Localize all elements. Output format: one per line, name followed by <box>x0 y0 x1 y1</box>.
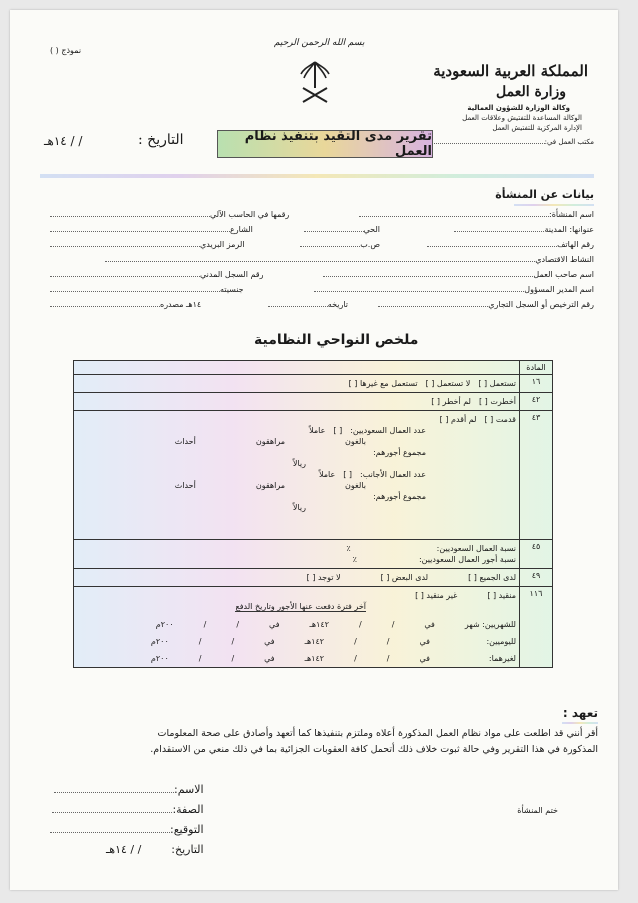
saudi-emblem-icon <box>298 58 332 110</box>
row-16: ١٦ تستعمل [ ] لا تستعمل [ ] تستعمل مع غيرها [ ] <box>74 375 553 393</box>
not-uses-checkbox[interactable]: لا تستعمل [ ] <box>425 379 471 388</box>
row-116: ١١٦ منقيد [ ] غير منقيد [ ] آخر فترة دفعت عنها الأجور وتاريخ الدفع للشهريين: شهر في / / ١٤٢هـ في / / ٢٠٠م لليوميين: في / / ١٤٢هـ في / / ٢٠٠م لغيرهما: في / / ١٤٢هـ في / / ٢٠٠م <box>74 587 553 668</box>
address-city-field[interactable]: عنوانها: المدينة <box>454 225 594 234</box>
pledge-text: أقر أنني قد اطلعت على مواد نظام العمل المذكورة أعلاه وملتزم بتنفيذها كما أتعهد وأصادق على صحة المعلومات المذكورة في هذا التقرير وفي حالة ثبوت خلاف ذلك أتحمل كافة العقوبات الجزائية بما في ذلك منعي من الاستقدام. <box>150 728 598 755</box>
agency-label: وكالة الوزارة للشؤون العمالية <box>467 104 570 112</box>
phone-field[interactable]: رقم الهاتف <box>427 240 594 249</box>
license-field[interactable]: رقم الترخيص أو السجل التجاري <box>378 300 594 309</box>
date-label: التاريخ : <box>138 132 184 148</box>
district-field[interactable]: الحي <box>304 225 381 234</box>
uses-with-others-checkbox[interactable]: تستعمل مع غيرها [ ] <box>348 379 418 388</box>
country-title: المملكة العربية السعودية <box>433 62 588 80</box>
license-issued-field[interactable]: ١٤هـ مصدره <box>50 300 201 309</box>
some-have-checkbox[interactable]: لدى البعض [ ] <box>380 573 429 582</box>
saudi-workers-box[interactable]: [ ] <box>333 426 343 435</box>
header-divider <box>40 174 594 178</box>
basmala: بسم الله الرحمن الرحيم <box>274 38 365 48</box>
street-field[interactable]: الشارع <box>50 225 253 234</box>
owner-field[interactable]: اسم صاحب العمل <box>323 270 594 279</box>
signature-field[interactable]: التوقيع: <box>50 820 204 840</box>
nationality-field[interactable]: جنسيته <box>50 285 244 294</box>
none-checkbox[interactable]: لا توجد [ ] <box>306 573 341 582</box>
computer-number-field[interactable]: رقمها في الحاسب الآلي <box>50 210 289 219</box>
not-submitted-checkbox[interactable]: لم أقدم [ ] <box>439 415 477 424</box>
section-underline <box>514 204 594 206</box>
last-period-label: آخر فترة دفعت عنها الأجور وتاريخ الدفع <box>235 602 366 611</box>
violations-table <box>73 360 553 668</box>
pledge-underline <box>562 722 598 724</box>
license-date-field[interactable]: تاريخه <box>268 300 348 309</box>
establishment-name-field[interactable]: اسم المنشأة: <box>359 210 594 219</box>
postal-code-field[interactable]: الرمز البريدي <box>50 240 245 249</box>
signature-block <box>50 780 204 860</box>
date-value: / / ١٤هـ <box>44 134 83 148</box>
manager-field[interactable]: اسم المدير المسؤول <box>314 285 594 294</box>
pledge-date-field[interactable]: التاريخ:/ / ١٤هـ <box>106 843 204 856</box>
pledge-title: تعهد : <box>562 706 598 720</box>
form-page <box>10 10 618 890</box>
not-committed-checkbox[interactable]: غير منقيد [ ] <box>415 591 458 600</box>
name-field[interactable]: الاسم: <box>50 780 204 800</box>
table-header-row <box>74 361 553 375</box>
committed-checkbox[interactable]: منقيد [ ] <box>487 591 516 600</box>
all-have-checkbox[interactable]: لدى الجميع [ ] <box>468 573 516 582</box>
submitted-checkbox[interactable]: قدمت [ ] <box>484 415 516 424</box>
office-field: مكتب العمل في: <box>414 138 594 147</box>
form-number: نموذج ( ) <box>50 46 82 55</box>
po-box-field[interactable]: ص.ب <box>300 240 380 249</box>
establishment-stamp-label: ختم المنشأة <box>517 806 558 815</box>
report-title: تقرير مدى التقيد بتنفيذ نظام العمل <box>217 130 433 158</box>
row-49: ٤٩ لدى الجميع [ ] لدى البعض [ ] لا توجد [ ] <box>74 569 553 587</box>
establishment-section-title: بيانات عن المنشأة <box>495 188 594 201</box>
economic-activity-field[interactable]: النشاط الاقتصادي <box>105 255 594 264</box>
central-admin-label: الإدارة المركزية للتفتيش العمل <box>492 124 582 132</box>
ministry-title: وزارة العمل <box>496 84 566 100</box>
row-43: ٤٣ قدمت [ ] لم أقدم [ ] عدد العمال السعوديين: [ ] عاملاً بالغون مراهقون أحداث مجموع أجورهم: ريالاً عدد العمال الأجانب: [ ] عاملاً بالغون مراهقون أحداث مجموع أجورهم: ريالاً <box>74 411 553 540</box>
notified-checkbox[interactable]: أخطرت [ ] <box>478 397 516 406</box>
foreign-workers-box[interactable]: [ ] <box>343 470 353 479</box>
deputy-label: الوكالة المساعدة للتفتيش وعلاقات العمل <box>462 114 582 122</box>
violations-section-title: ملخص النواحي النظامية <box>254 332 419 348</box>
capacity-field[interactable]: الصفة: <box>50 800 204 820</box>
row-45: ٤٥ نسبة العمال السعوديين: ٪ نسبة أجور العمال السعوديين: ٪ <box>74 540 553 569</box>
civil-record-field[interactable]: رقم السجل المدني <box>50 270 264 279</box>
uses-checkbox[interactable]: تستعمل [ ] <box>478 379 516 388</box>
row-42: ٤٢ أخطرت [ ] لم أخطر [ ] <box>74 393 553 411</box>
article-header: المادة <box>520 361 553 375</box>
not-notified-checkbox[interactable]: لم أخطر [ ] <box>431 397 471 406</box>
